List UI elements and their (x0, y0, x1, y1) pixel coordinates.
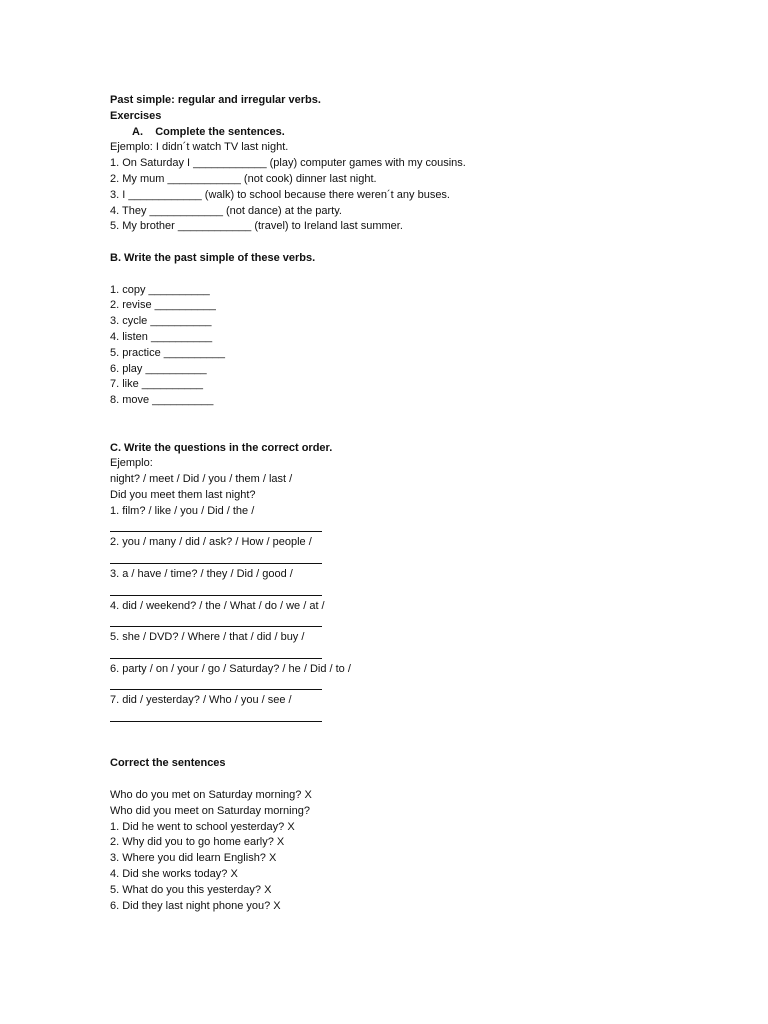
section-c-item: 3. a / have / time? / they / Did / good / (110, 567, 293, 580)
answer-line (110, 583, 322, 599)
section-d-item: 6. Did they last night phone you? X (110, 899, 281, 912)
section-c-item: 6. party / on / your / go / Saturday? / he / Did / to / (110, 662, 351, 675)
section-b-item: 5. practice __________ (110, 346, 225, 359)
section-d-heading: Correct the sentences (110, 757, 226, 770)
spacer (110, 409, 670, 425)
answer-line (110, 614, 322, 630)
spacer (110, 425, 670, 441)
spacer (110, 772, 670, 788)
section-d-example-wrong: Who do you met on Saturday morning? X (110, 789, 312, 802)
worksheet-content (110, 93, 670, 914)
section-b-item: 8. move __________ (110, 394, 214, 407)
section-d-item: 3. Where you did learn English? X (110, 852, 277, 865)
section-b-item: 6. play __________ (110, 362, 207, 375)
section-c-example-answer: Did you meet them last night? (110, 488, 256, 501)
section-b-item: 7. like __________ (110, 378, 203, 391)
answer-line (110, 646, 322, 662)
answer-line (110, 551, 322, 567)
worksheet-title: Past simple: regular and irregular verbs. (110, 94, 321, 106)
section-a-heading-text: Complete the sentences. (155, 125, 285, 138)
section-a-item: 2. My mum ____________ (not cook) dinner last night. (110, 172, 377, 185)
section-c-example-label: Ejemplo: (110, 457, 153, 470)
section-c-item: 5. she / DVD? / Where / that / did / buy / (110, 631, 305, 644)
spacer (110, 725, 670, 741)
section-b-item: 2. revise __________ (110, 299, 216, 312)
spacer (110, 235, 670, 251)
section-a-heading (110, 125, 670, 141)
section-a-example: Ejemplo: I didn´t watch TV last night. (110, 141, 289, 154)
section-a-item: 5. My brother ____________ (travel) to Ireland last summer. (110, 220, 403, 233)
section-c-heading: C. Write the questions in the correct order. (110, 441, 333, 454)
section-b-item: 1. copy __________ (110, 283, 210, 296)
section-b-item: 4. listen __________ (110, 330, 213, 343)
section-a-item: 3. I ____________ (walk) to school because there weren´t any buses. (110, 188, 450, 201)
section-a-item: 4. They ____________ (not dance) at the party. (110, 204, 342, 217)
answer-line (110, 709, 322, 725)
section-b-heading: B. Write the past simple of these verbs. (110, 251, 316, 264)
section-a-letter: A. (132, 125, 143, 138)
section-c-item: 2. you / many / did / ask? / How / people / (110, 536, 312, 549)
section-d-example-right: Who did you meet on Saturday morning? (110, 804, 310, 817)
section-c-item: 4. did / weekend? / the / What / do / we / at / (110, 599, 325, 612)
section-c-example-prompt: night? / meet / Did / you / them / last / (110, 473, 293, 486)
answer-line (110, 520, 322, 536)
section-b-item: 3. cycle __________ (110, 315, 212, 328)
section-d-item: 2. Why did you to go home early? X (110, 836, 285, 849)
section-d-item: 5. What do you this yesterday? X (110, 883, 272, 896)
section-d-item: 4. Did she works today? X (110, 868, 238, 881)
exercises-label: Exercises (110, 109, 162, 122)
section-c-item: 7. did / yesterday? / Who / you / see / (110, 694, 292, 707)
spacer (110, 741, 670, 757)
answer-line (110, 677, 322, 693)
spacer (110, 267, 670, 283)
section-d-item: 1. Did he went to school yesterday? X (110, 820, 295, 833)
section-c-item: 1. film? / like / you / Did / the / (110, 504, 255, 517)
section-a-item: 1. On Saturday I ____________ (play) computer games with my cousins. (110, 157, 466, 170)
